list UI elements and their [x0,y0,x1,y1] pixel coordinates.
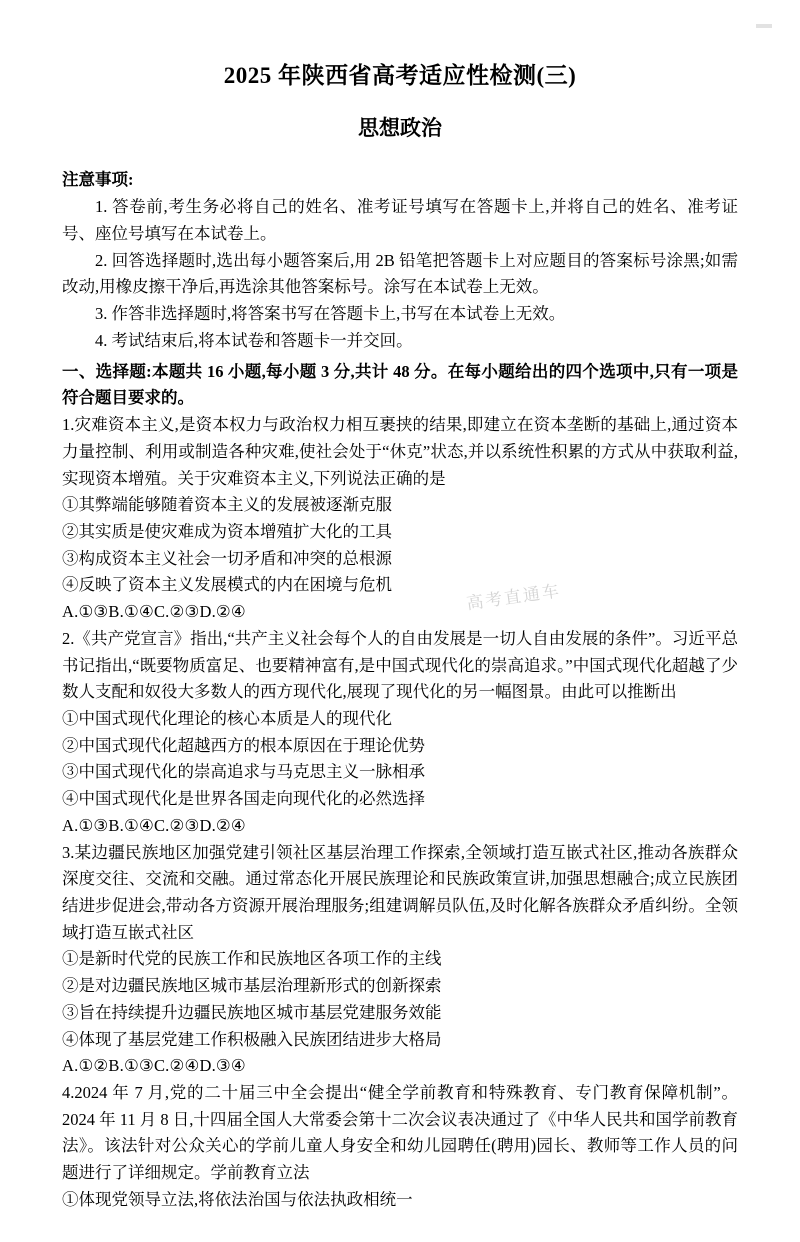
question-4 [62,1080,738,1214]
option-1: ①中国式现代化理论的核心本质是人的现代化 [62,708,392,728]
option-4: ④体现了基层党建工作积极融入民族团结进步大格局 [62,1029,442,1049]
answer-choices: A.①③B.①④C.②③D.②④ [62,815,246,835]
option-4: ④中国式现代化是世界各国走向现代化的必然选择 [62,789,425,809]
question-stem: 1.灾难资本主义,是资本权力与政治权力相互裹挟的结果,即建立在资本垄断的基础上,通过资本力量控制、利用或制造各种灾难,使社会处于“休克”状态,并以系统性积累的方式从中获取利益,实现资本增殖。关于灾难资本主义,下列说法正确的是 [62,415,738,488]
option-2: ②是对边疆民族地区城市基层治理新形式的创新探索 [62,976,442,996]
notice-item-3: 3. 作答非选择题时,将答案书写在答题卡上,书写在本试卷上无效。 [95,304,566,324]
question-2 [62,626,738,840]
section-heading: 一、选择题:本题共 16 小题,每小题 3 分,共计 48 分。在每小题给出的四个选项中,只有一项是符合题目要求的。 [62,361,738,408]
question-1 [62,412,738,626]
answer-choices: A.①②B.①③C.②④D.③④ [62,1056,246,1076]
page-corner-mark [756,24,772,28]
question-stem: 4.2024 年 7 月,党的二十届三中全会提出“健全学前教育和特殊教育、专门教育保障机制”。2024 年 11 月 8 日,十四届全国人大常委会第十二次会议表决通过了《中华人民共和国学前教育法》。该法针对公众关心的学前儿童人身安全和幼儿园聘任(聘用)园长、教师等工作人员的问题进行了详细规定。学前教育立法 [62,1083,738,1183]
question-stem: 2.《共产党宣言》指出,“共产主义社会每个人的自由发展是一切人自由发展的条件”。习近平总书记指出,“既要物质富足、也要精神富有,是中国式现代化的崇高追求。”中国式现代化超越了少数人支配和奴役大多数人的西方现代化,展现了现代化的另一幅图景。由此可以推断出 [62,628,738,702]
question-3 [62,840,738,1080]
notice-item-2: 2. 回答选择题时,选出每小题答案后,用 2B 铅笔把答题卡上对应题目的答案标号涂黑;如需改动,用橡皮擦干净后,再选涂其他答案标号。涂写在本试卷上无效。 [62,250,738,297]
option-3: ③旨在持续提升边疆民族地区城市基层党建服务效能 [62,1002,442,1022]
notice-heading: 注意事项: [62,169,134,189]
option-3: ③中国式现代化的崇高追求与马克思主义一脉相承 [62,762,425,782]
option-1: ①是新时代党的民族工作和民族地区各项工作的主线 [62,949,442,969]
subject-title: 思想政治 [358,116,442,141]
watermark: 高考直通车 [465,581,562,614]
notice-item-4: 4. 考试结束后,将本试卷和答题卡一并交回。 [95,330,413,350]
answer-choices: A.①③B.①④C.②③D.②④ [62,602,246,622]
option-1: ①其弊端能够随着资本主义的发展被逐渐克服 [62,495,392,515]
notice-item-1: 1. 答卷前,考生务必将自己的姓名、准考证号填写在答题卡上,并将自己的姓名、准考证号、座位号填写在本试卷上。 [62,197,738,244]
option-1: ①体现党领导立法,将依法治国与依法执政相统一 [62,1189,413,1209]
option-2: ②其实质是使灾难成为资本增殖扩大化的工具 [62,521,392,541]
page-title: 2025 年陕西省高考适应性检测(三) [223,63,577,88]
option-2: ②中国式现代化超越西方的根本原因在于理论优势 [62,735,425,755]
option-4: ④反映了资本主义发展模式的内在困境与危机 [62,575,392,595]
option-3: ③构成资本主义社会一切矛盾和冲突的总根源 [62,548,392,568]
question-stem: 3.某边疆民族地区加强党建引领社区基层治理工作探索,全领域打造互嵌式社区,推动各族群众深度交往、交流和交融。通过常态化开展民族理论和民族政策宣讲,加强思想融合;成立民族团结进步促进会,带动各方资源开展治理服务;组建调解员队伍,及时化解各族群众矛盾纠纷。全领域打造互嵌式社区 [62,842,738,942]
